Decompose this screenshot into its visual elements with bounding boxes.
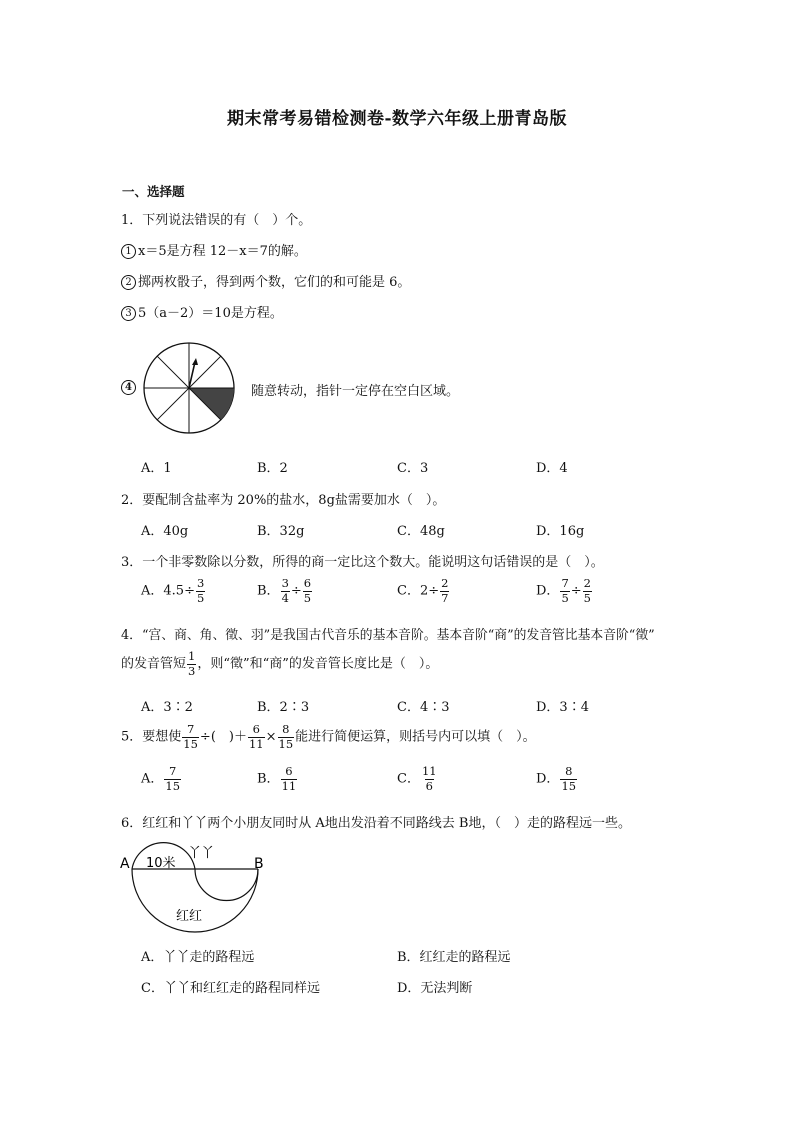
fraction bbox=[560, 766, 577, 792]
denominator: 15 bbox=[165, 778, 181, 793]
q1-statement-2 bbox=[121, 271, 410, 290]
spinner-figure bbox=[142, 340, 238, 436]
q6-option-a: A．丫丫走的路程远 bbox=[141, 950, 255, 965]
denominator: 11 bbox=[248, 736, 264, 751]
q4-text: 的发音管短 bbox=[121, 656, 187, 672]
q2-stem: 2．要配制含盐率为 20%的盐水，8g盐需要加水（ ）。 bbox=[121, 493, 446, 508]
option-label: B． bbox=[257, 771, 280, 787]
q2-option-d: D．16g bbox=[536, 524, 585, 539]
point-b-label: B bbox=[254, 856, 264, 872]
distance-label: 10米 bbox=[146, 856, 176, 871]
option-label: C．2÷ bbox=[397, 583, 440, 599]
q5-text: ÷( )＋ bbox=[199, 729, 247, 745]
numerator: 6 bbox=[285, 764, 293, 778]
denominator: 3 bbox=[188, 663, 196, 678]
q1-statement-2-text: 掷两枚骰子，得到两个数，它们的和可能是 6。 bbox=[138, 275, 411, 290]
q4-line-1: 4．“宫、商、角、徵、羽”是我国古代音乐的基本音阶。基本音阶“商”的发音管比基本音阶“徵” bbox=[121, 628, 655, 643]
fraction bbox=[164, 766, 181, 792]
q6-option-d: D．无法判断 bbox=[397, 981, 473, 996]
q3-option-b bbox=[257, 578, 313, 604]
fraction bbox=[440, 578, 449, 604]
q5-text: 能进行简便运算，则括号内可以填（ ）。 bbox=[295, 729, 536, 745]
q6-option-b: B．红红走的路程远 bbox=[397, 950, 511, 965]
numerator: 3 bbox=[281, 576, 289, 590]
q1-statement-4-number bbox=[121, 380, 138, 395]
option-label: A． bbox=[141, 771, 164, 787]
circled-number: 2 bbox=[121, 275, 136, 290]
numerator: 7 bbox=[561, 576, 569, 590]
numerator: 6 bbox=[252, 722, 260, 736]
honghong-label: 红红 bbox=[176, 909, 203, 924]
denominator: 5 bbox=[196, 590, 205, 605]
numerator: 8 bbox=[282, 722, 290, 736]
numerator: 8 bbox=[565, 764, 573, 778]
numerator: 2 bbox=[583, 576, 591, 590]
q1-option-a: A．1 bbox=[141, 461, 172, 476]
q6-option-c: C．丫丫和红红走的路程同样远 bbox=[141, 981, 320, 996]
option-label: D． bbox=[536, 771, 560, 787]
q1-stem: 1．下列说法错误的有（ ）个。 bbox=[121, 213, 312, 228]
numerator: 1 bbox=[188, 649, 196, 663]
q5-option-b bbox=[257, 766, 298, 792]
q5-text: 5．要想使 bbox=[121, 729, 182, 745]
numerator: 2 bbox=[441, 576, 449, 590]
q1-statement-1 bbox=[121, 240, 307, 259]
q1-option-d: D．4 bbox=[536, 461, 568, 476]
fraction bbox=[421, 766, 438, 792]
circled-number: 1 bbox=[121, 244, 136, 259]
q2-option-b: B．32g bbox=[257, 524, 305, 539]
fraction bbox=[281, 766, 298, 792]
denominator: 5 bbox=[303, 590, 312, 605]
denominator: 15 bbox=[561, 778, 577, 793]
q1-option-c: C．3 bbox=[397, 461, 429, 476]
operator: ÷ bbox=[290, 583, 302, 599]
q4-option-b: B．2∶3 bbox=[257, 700, 310, 715]
route-diagram bbox=[118, 842, 268, 944]
yaya-label: 丫丫 bbox=[188, 846, 215, 861]
q3-option-c bbox=[397, 578, 450, 604]
fraction bbox=[182, 724, 199, 750]
denominator: 11 bbox=[281, 778, 297, 793]
option-label: D． bbox=[536, 583, 560, 599]
q1-statement-1-text: x＝5是方程 12－x＝7的解。 bbox=[138, 244, 307, 259]
option-label: C． bbox=[397, 771, 420, 787]
q4-text: ，则“徵”和“商”的发音管长度比是（ ）。 bbox=[197, 656, 439, 672]
option-label: B． bbox=[257, 583, 280, 599]
q3-option-d bbox=[536, 578, 593, 604]
fraction bbox=[281, 578, 290, 604]
denominator: 4 bbox=[281, 590, 289, 605]
q5-option-c bbox=[397, 766, 439, 792]
point-a-label: A bbox=[120, 856, 130, 872]
numerator: 7 bbox=[186, 722, 195, 736]
q1-statement-3 bbox=[121, 302, 283, 321]
q5-stem bbox=[121, 724, 536, 750]
numerator: 3 bbox=[196, 576, 205, 590]
q4-option-d: D．3∶4 bbox=[536, 700, 589, 715]
q4-option-c: C．4∶3 bbox=[397, 700, 450, 715]
q3-option-a bbox=[141, 578, 206, 604]
operator: ÷ bbox=[570, 583, 582, 599]
q4-option-a: A．3∶2 bbox=[141, 700, 193, 715]
q1-statement-3-text: 5（a－2）＝10是方程。 bbox=[138, 306, 283, 321]
fraction bbox=[583, 578, 592, 604]
numerator: 11 bbox=[421, 764, 437, 778]
fraction bbox=[248, 724, 265, 750]
q2-option-c: C．48g bbox=[397, 524, 445, 539]
q1-statement-4-text: 随意转动，指针一定停在空白区域。 bbox=[251, 384, 460, 399]
operator: × bbox=[265, 729, 277, 745]
circled-number: 4 bbox=[121, 380, 136, 395]
circled-number: 3 bbox=[121, 306, 136, 321]
numerator: 7 bbox=[169, 764, 177, 778]
q5-option-a bbox=[141, 766, 182, 792]
denominator: 5 bbox=[583, 590, 591, 605]
denominator: 15 bbox=[183, 736, 198, 751]
denominator: 7 bbox=[441, 590, 449, 605]
page-title: 期末常考易错检测卷-数学六年级上册青岛版 bbox=[226, 109, 568, 129]
section-heading: 一、选择题 bbox=[122, 184, 185, 199]
q3-stem: 3．一个非零数除以分数，所得的商一定比这个数大。能说明这句话错误的是（ ）。 bbox=[121, 555, 604, 570]
q2-option-a: A．40g bbox=[141, 524, 189, 539]
denominator: 6 bbox=[425, 778, 433, 793]
q1-option-b: B．2 bbox=[257, 461, 288, 476]
fraction bbox=[303, 578, 312, 604]
denominator: 5 bbox=[561, 590, 569, 605]
fraction bbox=[278, 724, 295, 750]
q6-stem: 6．红红和丫丫两个小朋友同时从 A地出发沿着不同路线去 B地，（ ）走的路程远一些。 bbox=[121, 816, 631, 831]
q5-option-d bbox=[536, 766, 578, 792]
fraction bbox=[196, 578, 205, 604]
q4-line-2 bbox=[121, 651, 438, 677]
denominator: 15 bbox=[278, 736, 294, 751]
numerator: 6 bbox=[303, 576, 312, 590]
fraction bbox=[560, 578, 569, 604]
option-label: A．4.5÷ bbox=[141, 583, 195, 599]
fraction bbox=[187, 651, 196, 677]
